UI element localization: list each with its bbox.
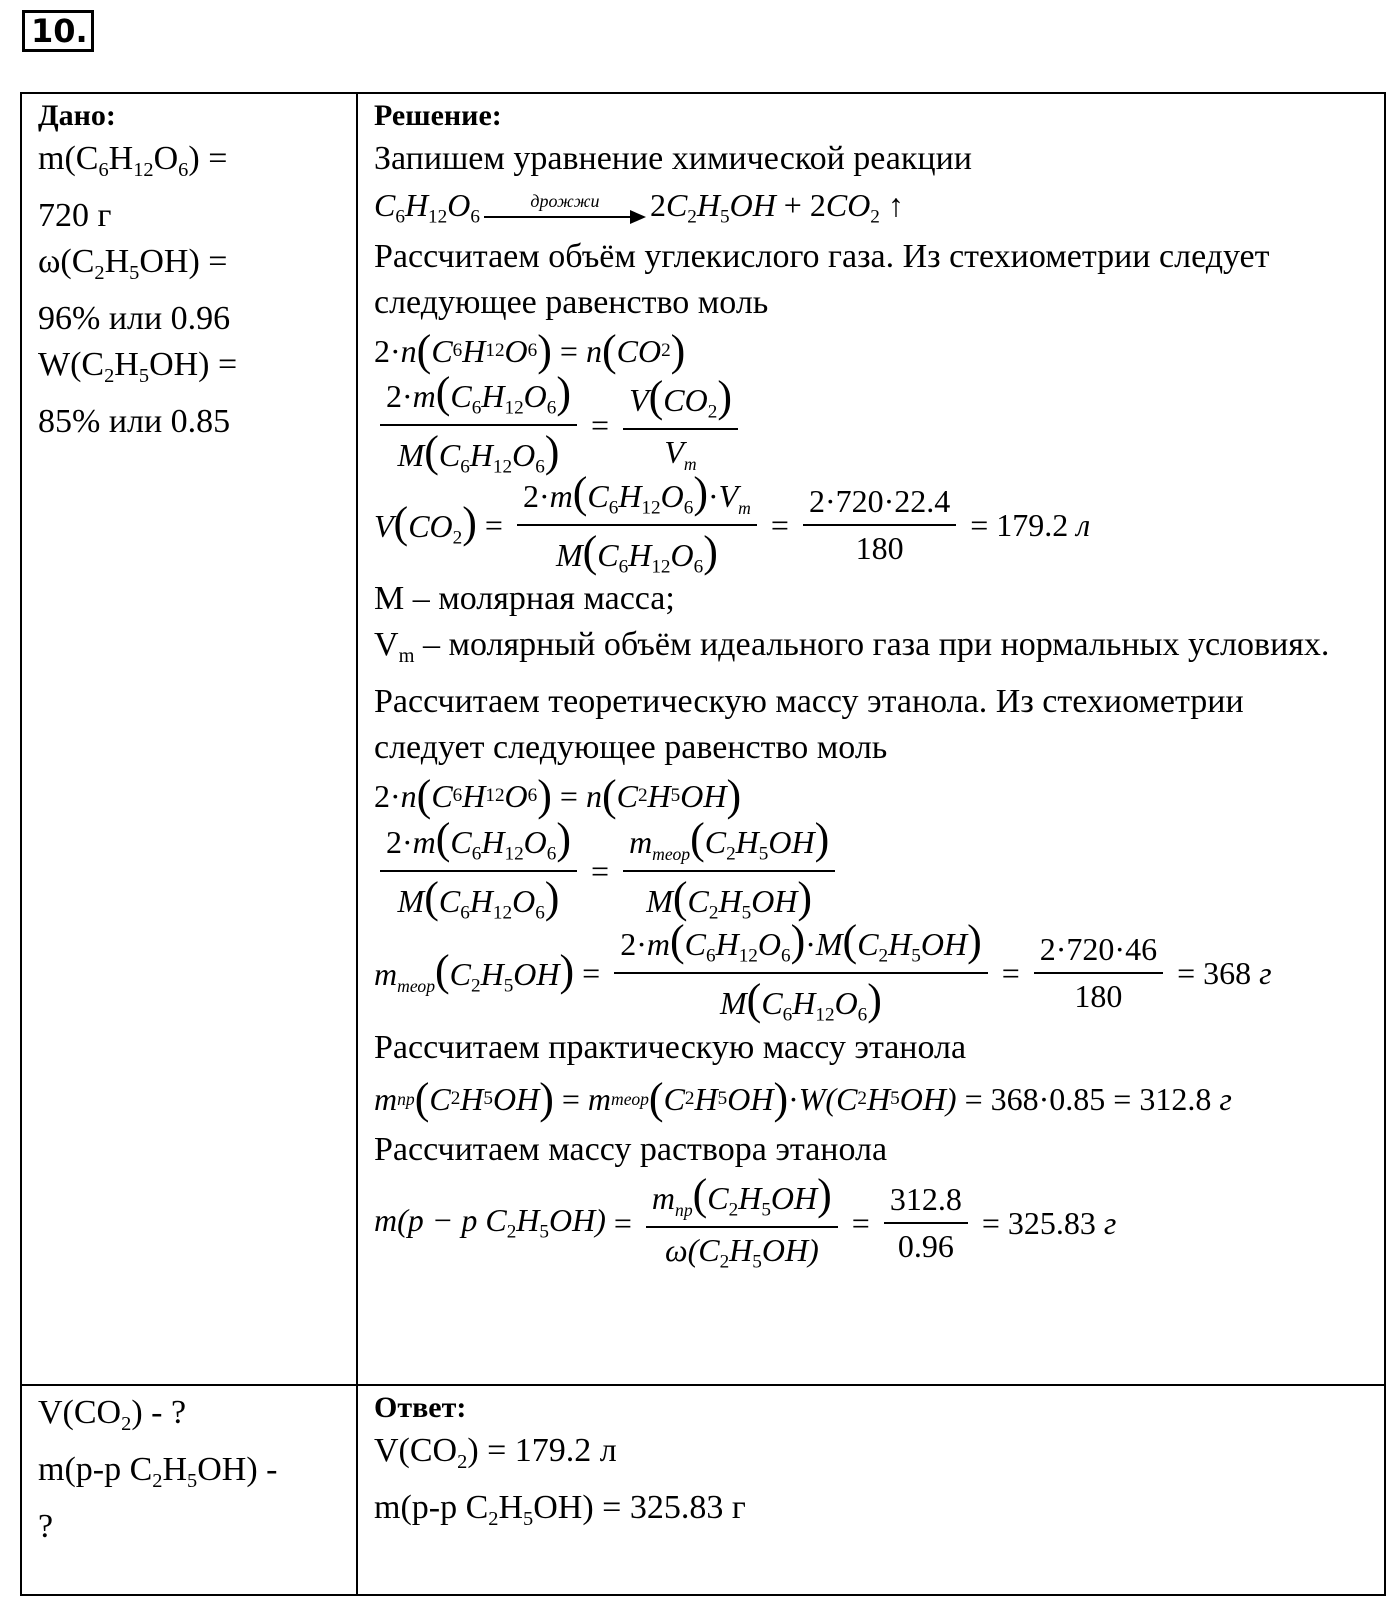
problem-number: 10. xyxy=(22,10,94,52)
find-cell xyxy=(38,1386,348,1596)
solution-text-3: М – молярная масса; xyxy=(374,580,675,617)
ethanol-practical-mass-calc: m пр ( C 2 H 5 OH ) = m теор ( C 2 H 5 OH ) · W(C 2 H 5 OH) = 368 · 0.85 = 312.8 г xyxy=(374,1074,1232,1124)
given-yield-value: 85% или 0.85 xyxy=(38,403,231,441)
given-cell xyxy=(38,94,348,1384)
solution-mass-calc: m(p − p $C_2H_5OH$) = $\frac{m_{пр}(C_2H_5OH)}{\omega(C_2H_5OH)}$ = $\frac{312.8}{0.96}$ = 325.83 г xyxy=(374,1169,1117,1273)
column-divider xyxy=(356,94,358,1594)
given-omega-value: 96% или 0.96 xyxy=(38,300,231,338)
mole-equality-co2: 2· n ( C 6 H 12 O 6 ) = n ( CO 2 ) xyxy=(374,326,686,375)
ratio-equation-ethanol: $\frac{2\cdot m(C_6H_{12}O_6)}{M(C_6H_{12}O_6)}$ = $\frac{m_{теор}(C_2H_5OH)}{M(C_2H_5OH)}$ xyxy=(374,821,1374,921)
given-glucose-mass-value: 720 г xyxy=(38,197,112,235)
solution-text-6: Рассчитаем практическую массу этанола xyxy=(374,1029,967,1067)
solution-text-1: Запишем уравнение химической реакции xyxy=(374,140,972,177)
find-co2-volume: $V(CO_2)$ - ? xyxy=(38,1394,187,1436)
solution-text-5: Рассчитаем теоретическую массу этанола. Из стехиометрии следует следующее равенство моль xyxy=(374,683,1244,767)
solution-text-4: $V_m$ – молярный объём идеального газа при нормальных условиях. xyxy=(374,626,1330,668)
solution-cell xyxy=(374,94,1374,1384)
find-solution-mass: m(р-р $C_2H_5OH$) - xyxy=(38,1451,278,1493)
co2-volume-calc: $V(CO_2)$ = $\frac{2\cdot m(C_6H_{12}O_6)\cdot V_m}{M(C_6H_{12}O_6)}$ = $\frac{2\cdot 720\cdot 22.4}{180}$ = 179.2 л xyxy=(374,468,1091,578)
given-header: Дано: xyxy=(38,99,116,132)
solution-text-7: Рассчитаем массу раствора этанола xyxy=(374,1131,888,1169)
reaction-equation: $C_6H_{12}O_6$ дрожжи $2C_2H_5OH + 2CO_2$ ↑ xyxy=(374,187,904,228)
given-omega: $\omega(C_2H_5OH)$ = xyxy=(38,243,228,285)
answer-solution-mass: m(р-р $C_2H_5OH) = 325.83$ г xyxy=(374,1489,746,1531)
solution-table xyxy=(20,92,1386,1596)
given-glucose-mass: $m(C_6H_{12}O_6)$ = xyxy=(38,140,228,182)
solution-text-2: Рассчитаем объём углекислого газа. Из стехиометрии следует следующее равенство моль xyxy=(374,238,1270,321)
find-question-mark: ? xyxy=(38,1508,54,1546)
answer-co2-volume: $V(CO_2) = 179.2$ л xyxy=(374,1432,617,1474)
given-yield: $W(C_2H_5OH)$ = xyxy=(38,346,238,388)
mole-equality-ethanol: 2· n ( C 6 H 12 O 6 ) = n ( C 2 H 5 OH ) xyxy=(374,771,742,821)
answer-cell xyxy=(374,1386,1374,1596)
ratio-equation-co2: $\frac{2\cdot m(C_6H_{12}O_6)}{M(C_6H_{12}O_6)}$ = $\frac{V(CO_2)}{V_m}$ xyxy=(374,376,1374,474)
reaction-arrow: дрожжи xyxy=(484,192,646,224)
ethanol-theoretical-mass-calc: $m_{теор}(C_2H_5OH)$ = $\frac{2\cdot m(C_6H_{12}O_6)\cdot M(C_2H_5OH)}{M(C_6H_{12}O_6)}$ = $\frac{2\cdot 720\cdot 46}{180}$ = 368 г xyxy=(374,916,1272,1026)
solution-header: Решение: xyxy=(374,99,502,132)
answer-header: Ответ: xyxy=(374,1391,467,1424)
